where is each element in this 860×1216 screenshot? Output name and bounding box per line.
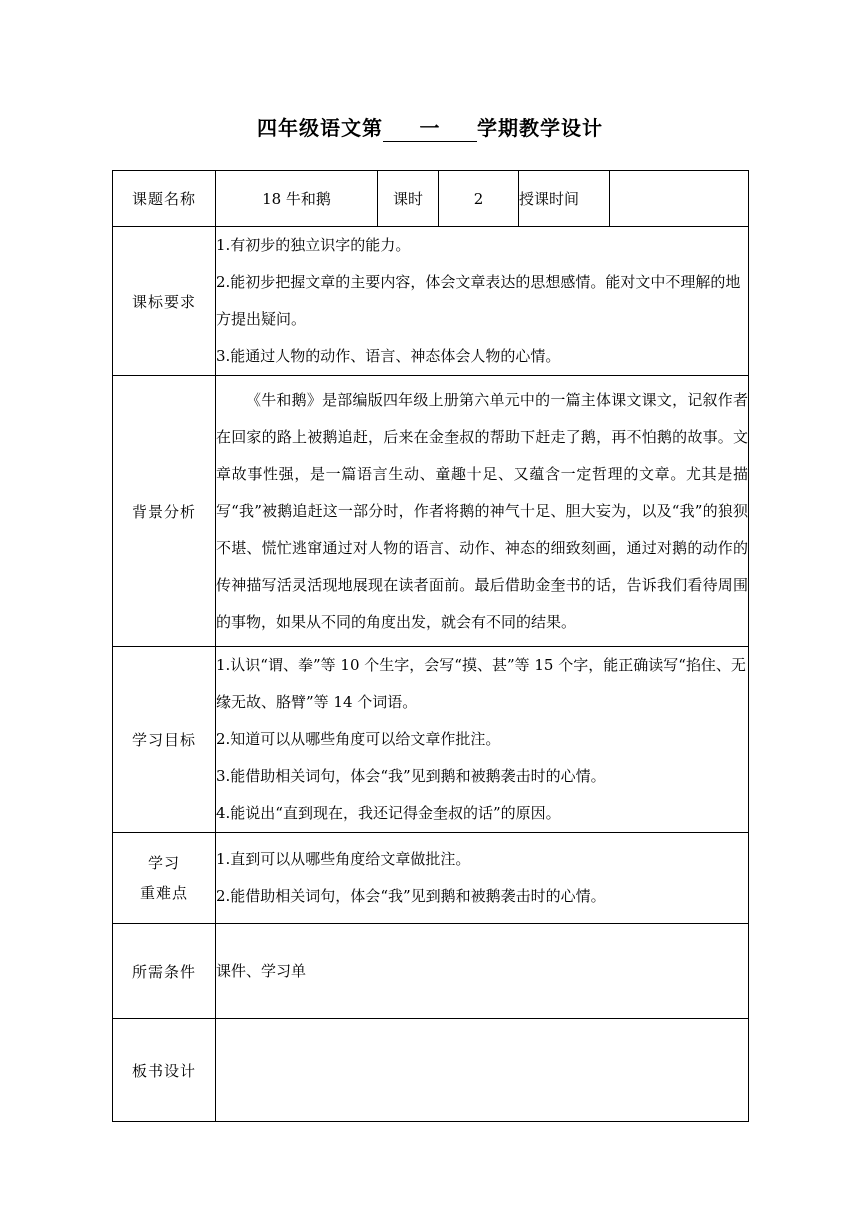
lesson-plan-table [112,170,749,1122]
standards-label: 课标要求 [113,227,216,376]
topic-label: 课题名称 [113,171,216,227]
background-label: 背景分析 [113,376,216,647]
background-row [113,376,749,647]
standards-line: 1.有初步的独立识字的能力。 [216,236,411,254]
background-text: 《牛和鹅》是部编版四年级上册第六单元中的一篇主体课文课文，记叙作者在回家的路上被鹅追赶，后来在金奎叔的帮助下赶走了鹅，再不怕鹅的故事。文章故事性强，是一篇语言生动、童趣十足、又蕴含一定哲理的文章。尤其是描写“我”被鹅追赶这一部分时，作者将鹅的神气十足、胆大妄为，以及“我”的狼狈不堪、慌忙逃窜通过对人物的语言、动作、神态的细致刻画，通过对鹅的动作的传神描写活灵活现地展现在读者面前。最后借助金奎书的话，告诉我们看待周围的事物，如果从不同的角度出发，就会有不同的结果。 [216,390,748,631]
key-point-line: 2.能借助相关词句，体会“我”见到鹅和被鹅袭击时的心情。 [216,887,606,905]
standards-line: 2.能初步把握文章的主要内容，体会文章表达的思想感情。能对文中不理解的地方提出疑问。 [216,273,741,328]
objectives-label: 学习目标 [113,647,216,833]
key-points-row [113,833,749,924]
objectives-row [113,647,749,833]
topic-value: 18 牛和鹅 [216,171,378,227]
key-points-label [113,833,216,924]
title-suffix: 学期教学设计 [477,116,603,140]
key-points-label-line2: 重难点 [139,884,188,902]
materials-value: 课件、学习单 [216,924,749,1019]
document-title [0,112,860,142]
teaching-time-value [610,171,749,227]
period-label: 课时 [378,171,439,227]
board-design-value [216,1019,749,1122]
standards-row [113,227,749,376]
background-content [216,376,749,647]
key-point-line: 1.直到可以从哪些角度给文章做批注。 [216,850,471,868]
materials-row [113,924,749,1019]
objective-line: 4.能说出“直到现在，我还记得金奎叔的话”的原因。 [216,804,561,822]
header-row [113,171,749,227]
objective-line: 3.能借助相关词句，体会“我”见到鹅和被鹅袭击时的心情。 [216,767,606,785]
teaching-time-label: 授课时间 [519,171,610,227]
objectives-content [216,647,749,833]
title-prefix: 四年级语文第 [257,116,383,140]
materials-label: 所需条件 [113,924,216,1019]
standards-content [216,227,749,376]
key-points-label-line1: 学习 [147,854,180,872]
title-blank-semester: 一 [383,116,477,142]
objective-line: 1.认识“谓、拳”等 10 个生字，会写“摸、甚”等 15 个字，能正确读写“掐住、无缘无故、胳臂”等 14 个词语。 [216,656,746,711]
board-design-label: 板书设计 [113,1019,216,1122]
period-value: 2 [439,171,519,227]
board-design-row [113,1019,749,1122]
objective-line: 2.知道可以从哪些角度可以给文章作批注。 [216,730,501,748]
key-points-content [216,833,749,924]
standards-line: 3.能通过人物的动作、语言、神态体会人物的心情。 [216,347,561,365]
